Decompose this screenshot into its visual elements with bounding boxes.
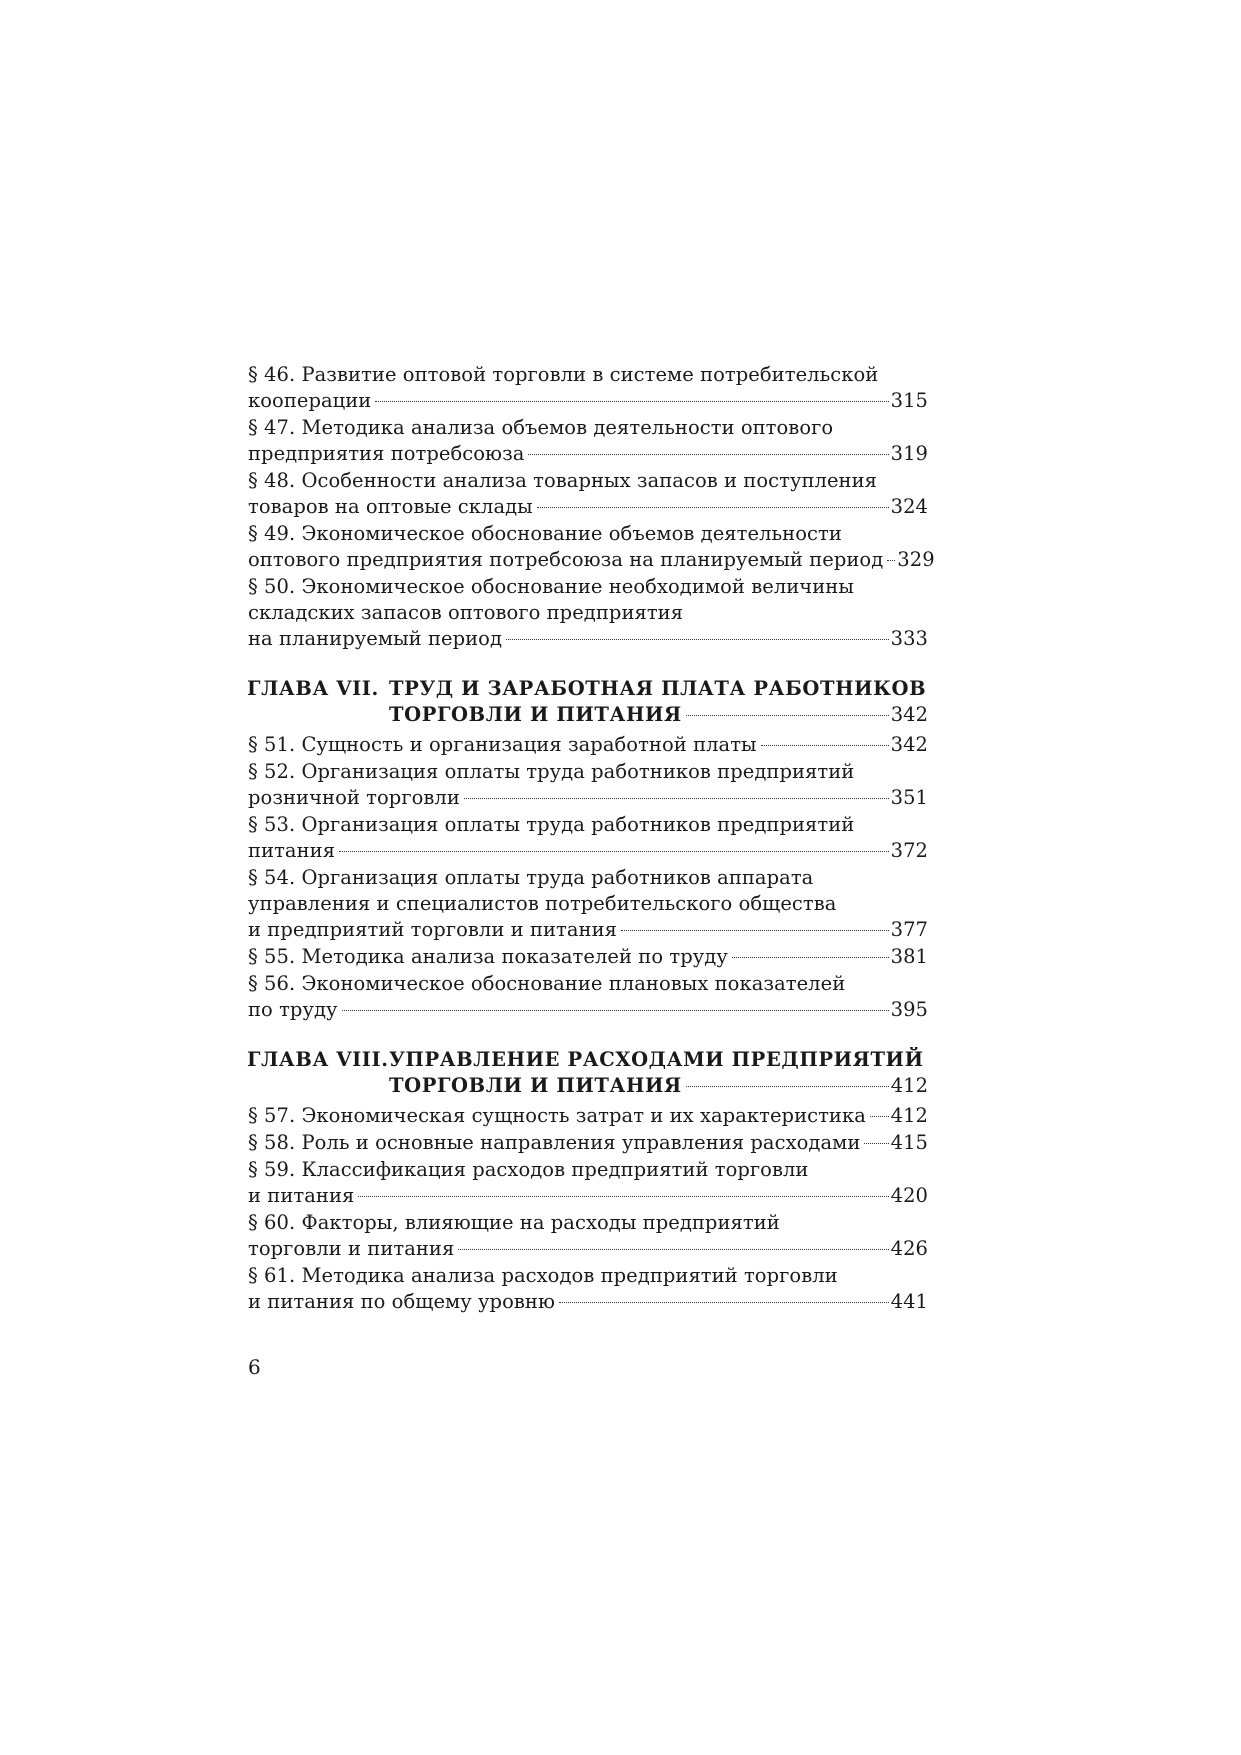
toc-last-line (248, 388, 928, 414)
chapter-row (248, 676, 928, 728)
toc-line: § 51. Сущность и организация заработной платы (248, 733, 757, 756)
dot-leader (686, 715, 889, 716)
dot-leader (686, 1086, 889, 1087)
toc-page-number: 319 (890, 442, 928, 465)
chapter-label: ГЛАВА VII. (247, 677, 379, 700)
toc-last-line (248, 1130, 928, 1156)
chapter-row (248, 1047, 928, 1099)
toc-line: § 56. Экономическое обоснование плановых показателей (248, 972, 846, 995)
toc-section-entry[interactable] (248, 574, 928, 652)
toc-section-entry[interactable] (248, 521, 935, 573)
dot-leader (537, 507, 889, 508)
toc-page-number: 420 (890, 1184, 928, 1207)
toc-line: товаров на оптовые склады (248, 495, 533, 518)
toc-page-number: 342 (890, 703, 928, 726)
toc-page-number: 426 (890, 1237, 928, 1260)
dot-leader (559, 1302, 889, 1303)
toc-line: § 53. Организация оплаты труда работников предприятий (248, 813, 855, 836)
toc-page-number: 412 (890, 1104, 928, 1127)
toc-last-line (248, 547, 935, 573)
toc-chapter-entry[interactable] (248, 1047, 928, 1099)
toc-section-entry[interactable] (248, 1263, 928, 1315)
toc-line: ТРУД И ЗАРАБОТНАЯ ПЛАТА РАБОТНИКОВ (389, 677, 927, 700)
table-of-contents (247, 362, 935, 1316)
chapter-label: ГЛАВА VIII. (247, 1048, 389, 1071)
chapter-title (389, 1047, 928, 1099)
toc-line: § 54. Организация оплаты труда работников аппарата (248, 866, 814, 889)
toc-line: и питания (248, 1184, 355, 1207)
dot-leader (342, 1010, 889, 1011)
dot-leader (870, 1116, 889, 1117)
toc-section-entry[interactable] (248, 732, 928, 758)
dot-leader (887, 560, 895, 561)
toc-line: складских запасов оптового предприятия (248, 601, 684, 624)
toc-last-line (248, 944, 928, 970)
toc-line: § 59. Классификация расходов предприятий торговли (248, 1158, 809, 1181)
toc-line: § 49. Экономическое обоснование объемов деятельности (248, 522, 842, 545)
toc-page-number: 377 (890, 918, 928, 941)
toc-last-line (248, 917, 928, 943)
dot-leader (458, 1249, 888, 1250)
toc-line: и питания по общему уровню (248, 1290, 555, 1313)
toc-section-entry[interactable] (248, 812, 928, 864)
toc-section-entry[interactable] (248, 759, 928, 811)
dot-leader (464, 798, 889, 799)
toc-line: оптового предприятия потребсоюза на планируемый период (248, 548, 884, 571)
toc-line: § 58. Роль и основные направления управления расходами (248, 1131, 861, 1154)
toc-section-entry[interactable] (248, 362, 928, 414)
toc-line: торговли и питания (248, 1237, 455, 1260)
toc-line: на планируемый период (248, 627, 503, 650)
toc-last-line (389, 702, 928, 728)
toc-line: УПРАВЛЕНИЕ РАСХОДАМИ ПРЕДПРИЯТИЙ (389, 1048, 924, 1071)
toc-last-line (248, 441, 928, 467)
dot-leader (506, 639, 889, 640)
dot-leader (339, 851, 889, 852)
chapter-title (389, 676, 928, 728)
toc-line: § 46. Развитие оптовой торговли в системе потребительской (248, 363, 879, 386)
dot-leader (528, 454, 888, 455)
page-number: 6 (248, 1355, 261, 1379)
toc-last-line (248, 494, 928, 520)
toc-line: розничной торговли (248, 786, 460, 809)
toc-page-number: 324 (890, 495, 928, 518)
toc-section-entry[interactable] (248, 468, 928, 520)
toc-page-number: 315 (890, 389, 928, 412)
toc-page-number: 351 (890, 786, 928, 809)
toc-section-entry[interactable] (248, 1157, 928, 1209)
toc-page-number: 333 (890, 627, 928, 650)
dot-leader (358, 1196, 888, 1197)
toc-page-number: 381 (890, 945, 928, 968)
toc-last-line (248, 1236, 928, 1262)
toc-page-number: 342 (890, 733, 928, 756)
toc-line: управления и специалистов потребительского общества (248, 892, 837, 915)
toc-last-line (248, 1103, 928, 1129)
toc-last-line (248, 838, 928, 864)
toc-line: § 48. Особенности анализа товарных запасов и поступления (248, 469, 877, 492)
dot-leader (621, 930, 889, 931)
toc-line: по труду (248, 998, 338, 1021)
toc-section-entry[interactable] (248, 415, 928, 467)
toc-line: ТОРГОВЛИ И ПИТАНИЯ (389, 1074, 682, 1097)
toc-page-number: 372 (890, 839, 928, 862)
toc-section-entry[interactable] (248, 865, 928, 943)
toc-section-entry[interactable] (248, 944, 928, 970)
toc-last-line (389, 1073, 928, 1099)
toc-chapter-entry[interactable] (248, 676, 928, 728)
toc-line: § 61. Методика анализа расходов предприятий торговли (248, 1264, 838, 1287)
toc-page-number: 441 (890, 1290, 928, 1313)
toc-line: кооперации (248, 389, 372, 412)
toc-line: питания (248, 839, 336, 862)
dot-leader (761, 745, 889, 746)
toc-line: ТОРГОВЛИ И ПИТАНИЯ (389, 703, 682, 726)
toc-line: § 60. Факторы, влияющие на расходы предприятий (248, 1211, 780, 1234)
toc-last-line (248, 732, 928, 758)
toc-last-line (248, 1289, 928, 1315)
dot-leader (375, 401, 888, 402)
toc-line: предприятия потребсоюза (248, 442, 525, 465)
toc-line: § 55. Методика анализа показателей по труду (248, 945, 728, 968)
toc-section-entry[interactable] (248, 1210, 928, 1262)
toc-line: § 47. Методика анализа объемов деятельности оптового (248, 416, 834, 439)
dot-leader (732, 957, 889, 958)
toc-page-number: 395 (890, 998, 928, 1021)
toc-last-line (248, 785, 928, 811)
toc-section-entry[interactable] (248, 1103, 928, 1129)
toc-line: § 52. Организация оплаты труда работников предприятий (248, 760, 855, 783)
toc-line: § 57. Экономическая сущность затрат и их характеристика (248, 1104, 866, 1127)
toc-line: § 50. Экономическое обоснование необходимой величины (248, 575, 854, 598)
toc-last-line (248, 997, 928, 1023)
toc-page-number: 329 (897, 548, 935, 571)
toc-section-entry[interactable] (248, 971, 928, 1023)
toc-last-line (248, 1183, 928, 1209)
toc-last-line (248, 626, 928, 652)
toc-line: и предприятий торговли и питания (248, 918, 618, 941)
toc-page-number: 415 (890, 1131, 928, 1154)
dot-leader (864, 1143, 888, 1144)
toc-page-number: 412 (890, 1074, 928, 1097)
toc-section-entry[interactable] (248, 1130, 928, 1156)
